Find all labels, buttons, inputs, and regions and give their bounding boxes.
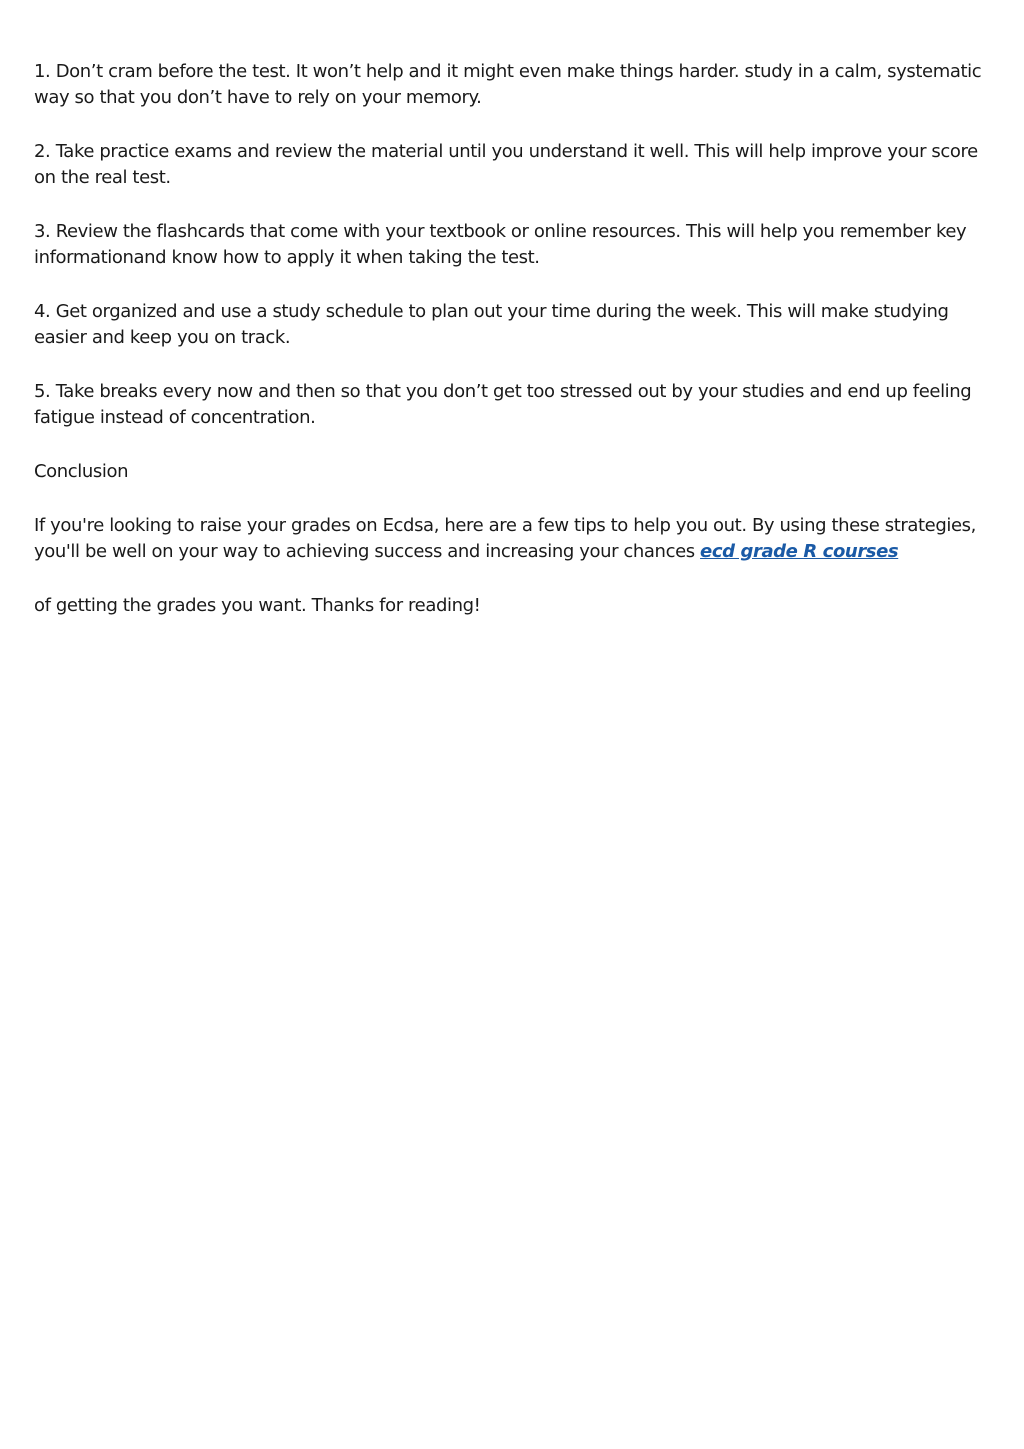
conclusion-heading: Conclusion — [34, 461, 129, 482]
conclusion-text: If you're looking to raise your grades on Ecdsa, here are a few tips to help you out. By using these strategies, you'll be well on your way to achieving success and increasing your chances — [34, 515, 976, 562]
tip-2: 2. Take practice exams and review the material until you understand it well. This will help improve your score on the real test. — [34, 141, 978, 188]
conclusion-paragraph — [34, 513, 994, 565]
closing-paragraph: of getting the grades you want. Thanks for reading! — [34, 595, 481, 616]
tip-3: 3. Review the flashcards that come with your textbook or online resources. This will help you remember key informationand know how to apply it when taking the test. — [34, 221, 967, 268]
ecd-courses-link[interactable]: ecd grade R courses — [700, 541, 899, 562]
tip-4: 4. Get organized and use a study schedule to plan out your time during the week. This will make studying easier and keep you on track. — [34, 301, 949, 348]
tip-5: 5. Take breaks every now and then so that you don’t get too stressed out by your studies and end up feeling fatigue instead of concentration. — [34, 381, 972, 428]
tip-1: 1. Don’t cram before the test. It won’t help and it might even make things harder. study in a calm, systematic way so that you don’t have to rely on your memory. — [34, 61, 982, 108]
document-body — [34, 59, 994, 647]
